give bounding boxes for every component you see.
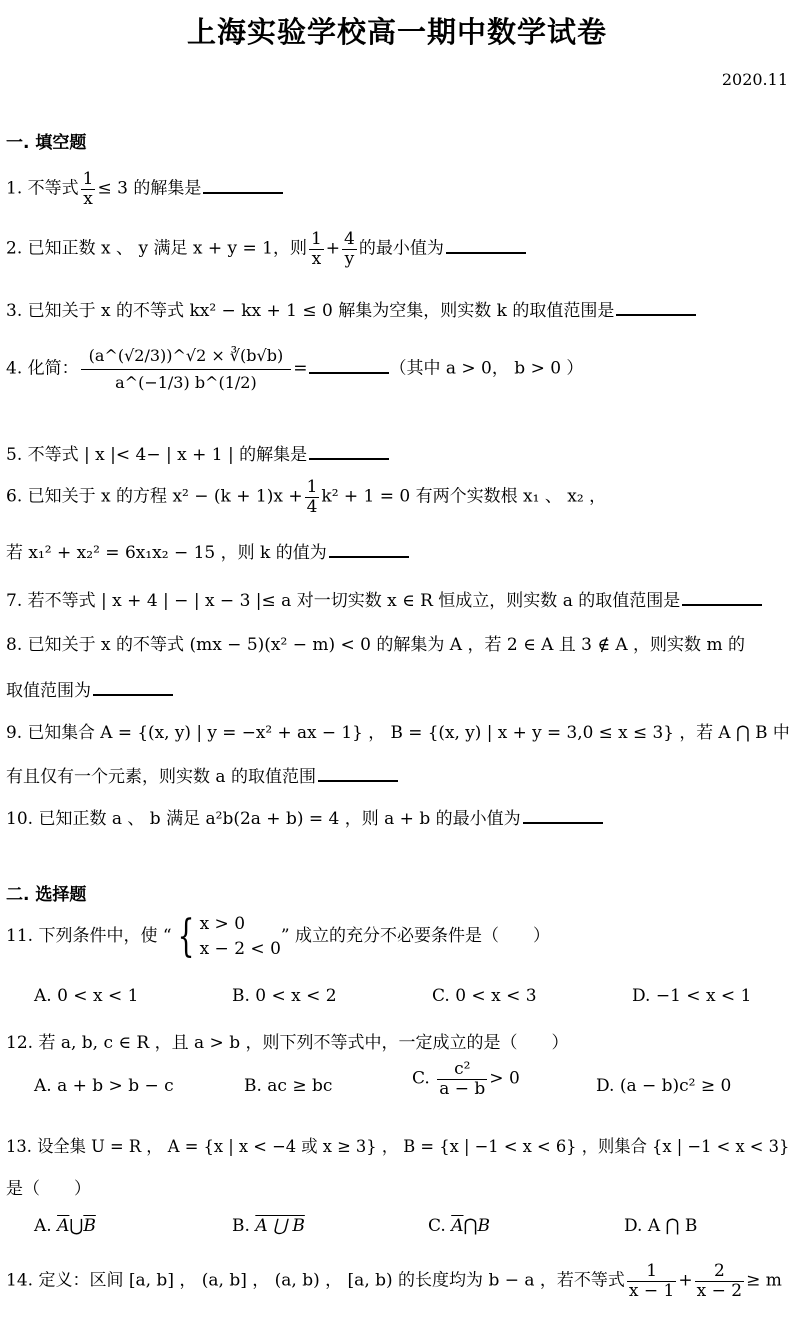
set-operator: ⋂ bbox=[463, 1216, 478, 1236]
option-c: C. 0 < x < 3 bbox=[432, 986, 537, 1006]
question-text: （其中 a > 0， b > 0 ） bbox=[389, 358, 584, 379]
fraction-denominator: a^(−1/3) b^(1/2) bbox=[115, 372, 257, 392]
system-line: x > 0 bbox=[199, 914, 246, 934]
option-label: C. bbox=[428, 1216, 446, 1236]
fraction-numerator: (a^(√2/3))^√2 × ∛(b√b) bbox=[81, 343, 292, 370]
section-fill-in: 一. 填空题 bbox=[6, 133, 87, 153]
fraction-denominator: x bbox=[83, 188, 93, 209]
question-number: 7. bbox=[6, 591, 23, 611]
fraction bbox=[309, 230, 324, 268]
question-text: 不等式 | x |< 4− | x + 1 | 的解集是 bbox=[27, 445, 308, 465]
question-text: 化简： bbox=[27, 358, 79, 379]
question-number: 9. bbox=[6, 723, 23, 743]
fraction bbox=[342, 230, 357, 268]
option-d: D. A ⋂ B bbox=[624, 1216, 698, 1236]
question-text: 若不等式 | x + 4 | − | x − 3 |≤ a 对一切实数 x ∈ R 恒成立，则实数 a 的取值范围是 bbox=[27, 591, 681, 611]
option-label: C. bbox=[412, 1068, 430, 1089]
question-6-line-2 bbox=[6, 538, 409, 563]
question-text: 取值范围为 bbox=[6, 681, 91, 701]
question-text: 的最小值为 bbox=[358, 238, 444, 259]
question-number: 6. bbox=[6, 486, 23, 507]
fraction-numerator: 2 bbox=[695, 1262, 744, 1282]
option-label: B. bbox=[232, 1216, 250, 1236]
set-complement: $\overline{A}$ bbox=[57, 1216, 70, 1236]
question-text: 已知关于 x 的方程 x² − (k + 1)x + bbox=[27, 486, 303, 507]
question-8 bbox=[6, 630, 745, 655]
set-complement: A ⋃ B bbox=[255, 1216, 305, 1236]
fraction-denominator: x bbox=[311, 248, 322, 269]
question-text: 已知正数 a 、 b 满足 a²b(2a + b) = 4 ，则 a + b 的最小值为 bbox=[38, 809, 521, 829]
question-text: 不等式 bbox=[27, 178, 79, 199]
question-text: 已知关于 x 的不等式 (mx − 5)(x² − m) < 0 的解集为 A ，若 2 ∈ A 且 3 ∉ A ，则实数 m 的 bbox=[27, 635, 745, 655]
exam-date: 2020.11 bbox=[721, 70, 788, 89]
question-13-line-2: 是（ ） bbox=[6, 1179, 91, 1199]
question-text: 下列条件中，使 “ bbox=[38, 926, 172, 947]
fraction-denominator: a − b bbox=[439, 1078, 486, 1099]
question-text: ≤ 3 的解集是 bbox=[97, 178, 202, 199]
fraction-numerator: 1 bbox=[82, 169, 94, 189]
question-text: 若 x₁² + x₂² = 6x₁x₂ − 15 ，则 k 的值为 bbox=[6, 543, 327, 563]
option-a: A. 0 < x < 1 bbox=[34, 986, 139, 1006]
answer-blank bbox=[203, 176, 283, 194]
question-text: 定义：区间 [a, b] ， (a, b] ， (a, b) ， [a, b) 的长度均为 b − a ，若不等式 bbox=[38, 1270, 625, 1291]
option-text: > 0 bbox=[489, 1068, 520, 1089]
inequality-system bbox=[200, 912, 281, 961]
fraction bbox=[81, 170, 96, 208]
option-d: D. −1 < x < 1 bbox=[632, 986, 752, 1006]
question-9-line-2 bbox=[6, 762, 398, 787]
fraction-numerator: 1 bbox=[627, 1262, 676, 1282]
plus-sign: + bbox=[325, 238, 341, 259]
option-a: A. a + b > b − c bbox=[34, 1076, 174, 1096]
question-number: 8. bbox=[6, 635, 23, 655]
fraction bbox=[695, 1262, 744, 1300]
answer-blank bbox=[309, 356, 389, 374]
question-6 bbox=[6, 478, 606, 516]
question-number: 1. bbox=[6, 178, 23, 199]
question-11 bbox=[6, 912, 550, 961]
question-text: ≥ m bbox=[746, 1270, 782, 1291]
question-number: 13. bbox=[6, 1137, 32, 1157]
fraction bbox=[81, 343, 292, 395]
answer-blank bbox=[446, 236, 526, 254]
option-d: D. (a − b)c² ≥ 0 bbox=[596, 1076, 732, 1096]
question-2 bbox=[6, 230, 526, 268]
question-5 bbox=[6, 440, 389, 465]
fraction-numerator: 1 bbox=[310, 229, 322, 249]
question-14 bbox=[6, 1262, 782, 1300]
left-brace: { bbox=[177, 910, 194, 962]
question-number: 14. bbox=[6, 1270, 34, 1291]
answer-blank bbox=[309, 442, 389, 460]
question-number: 10. bbox=[6, 809, 34, 829]
option-label: A. bbox=[34, 1216, 52, 1236]
option-c bbox=[428, 1216, 490, 1236]
fraction-denominator: y bbox=[344, 248, 355, 269]
answer-blank bbox=[616, 298, 696, 316]
fraction-denominator: 4 bbox=[306, 496, 318, 517]
option-b: B. 0 < x < 2 bbox=[232, 986, 337, 1006]
question-text: 已知正数 x 、 y 满足 x + y = 1，则 bbox=[27, 238, 307, 259]
fraction bbox=[627, 1262, 676, 1300]
set-complement: $\overline{A}$ bbox=[451, 1216, 464, 1236]
answer-blank bbox=[329, 540, 409, 558]
answer-blank bbox=[523, 806, 603, 824]
question-text: k² + 1 = 0 有两个实数根 x₁ 、 x₂ ， bbox=[321, 486, 607, 507]
question-4 bbox=[6, 343, 583, 395]
set-complement: $\overline{B}$ bbox=[83, 1216, 96, 1236]
question-text: ” 成立的充分不必要条件是（ ） bbox=[280, 926, 550, 947]
question-text: 已知集合 A = {(x, y) | y = −x² + ax − 1} ， B = {(x, y) | x + y = 3,0 ≤ x ≤ 3} ，若 A ⋂ B 中 bbox=[27, 723, 790, 743]
equals-sign: = bbox=[293, 358, 308, 379]
answer-blank bbox=[93, 678, 173, 696]
page-title: 上海实验学校高一期中数学试卷 bbox=[186, 15, 607, 49]
question-number: 3. bbox=[6, 301, 23, 321]
option-b bbox=[232, 1216, 305, 1236]
question-number: 5. bbox=[6, 445, 23, 465]
set-name: B bbox=[477, 1216, 490, 1236]
question-3 bbox=[6, 296, 696, 321]
question-text: 有且仅有一个元素，则实数 a 的取值范围 bbox=[6, 767, 316, 787]
fraction-numerator: 1 bbox=[306, 477, 318, 497]
question-13 bbox=[6, 1132, 789, 1157]
answer-blank bbox=[682, 588, 762, 606]
section-choice: 二. 选择题 bbox=[6, 885, 87, 905]
plus-sign: + bbox=[678, 1270, 693, 1291]
question-7 bbox=[6, 586, 762, 611]
option-a bbox=[34, 1216, 96, 1236]
fraction bbox=[305, 478, 320, 516]
fraction-numerator: 4 bbox=[344, 229, 355, 249]
question-text: 设全集 U = R ， A = {x | x < −4 或 x ≥ 3} ， B = {x | −1 < x < 6} ，则集合 {x | −1 < x < 3} bbox=[37, 1137, 790, 1157]
option-b: B. ac ≥ bc bbox=[244, 1076, 333, 1096]
question-1 bbox=[6, 170, 283, 208]
question-text: 若 a, b, c ∈ R ，且 a > b ，则下列不等式中，一定成立的是（ ） bbox=[38, 1033, 569, 1053]
question-9 bbox=[6, 718, 790, 743]
question-number: 2. bbox=[6, 238, 23, 259]
set-operator: ⋃ bbox=[69, 1216, 84, 1236]
question-number: 11. bbox=[6, 926, 34, 947]
answer-blank bbox=[318, 764, 398, 782]
fraction-denominator: x − 2 bbox=[696, 1280, 743, 1301]
question-12 bbox=[6, 1028, 568, 1053]
question-10 bbox=[6, 804, 603, 829]
fraction bbox=[437, 1060, 487, 1098]
fraction-denominator: x − 1 bbox=[628, 1280, 675, 1301]
question-number: 4. bbox=[6, 358, 23, 379]
question-text: 已知关于 x 的不等式 kx² − kx + 1 ≤ 0 解集为空集，则实数 k 的取值范围是 bbox=[27, 301, 615, 321]
system-line: x − 2 < 0 bbox=[199, 938, 281, 959]
fraction-numerator: c² bbox=[437, 1060, 487, 1080]
question-number: 12. bbox=[6, 1033, 34, 1053]
option-c bbox=[412, 1060, 520, 1098]
question-8-line-2 bbox=[6, 676, 173, 701]
